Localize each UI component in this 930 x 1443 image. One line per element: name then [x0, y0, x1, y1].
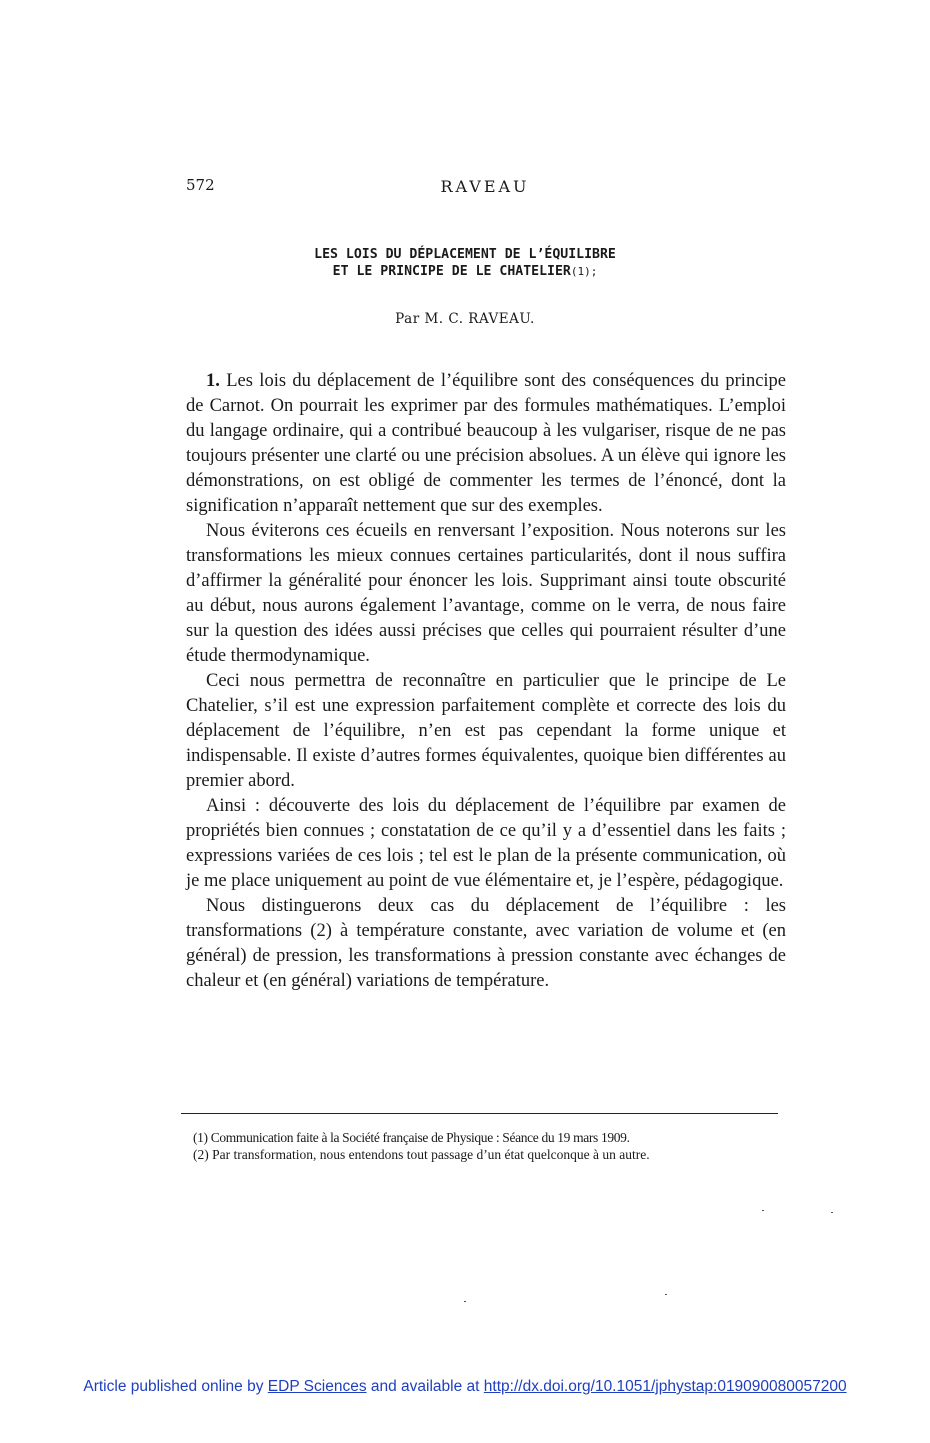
scan-speck — [464, 1301, 466, 1302]
footnote-2: (2) Par transformation, nous entendons tout passage d’un état quelconque à un autre. — [193, 1146, 650, 1162]
paragraph-5: Nous distinguerons deux cas du déplacement de l’équilibre : les transformations (2) à température constante, avec variation de volume et (en général) de pression, les transformations à pression constante avec échanges de chaleur et (en général) variations de température. — [186, 896, 786, 991]
section-number: 1. — [206, 371, 220, 391]
paragraph-3: Ceci nous permettra de reconnaître en particulier que le principe de Le Chatelier, s’il est une expression parfaitement complète et correcte des lois du déplacement de l’équilibre, n’en est pas cependant la forme unique et indispensable. Il existe d’autres formes équivalentes, quoique bien différentes au premier abord. — [186, 671, 786, 791]
title-line-1: LES LOIS DU DÉPLACEMENT DE L’ÉQUILIBRE — [314, 247, 616, 262]
body-text — [186, 369, 786, 994]
title-line-2-text: ET LE PRINCIPE DE LE CHATELIER — [332, 264, 571, 279]
paragraph-4: Ainsi : découverte des lois du déplacement de l’équilibre par examen de propriétés bien connues ; constatation de ce qu’il y a d’essentiel dans les faits ; expressions variées de ces lois ; tel est le plan de la présente communication, où je me place uniquement au point de vue élémentaire et, je l’espère, pédagogique. — [186, 796, 786, 891]
scan-speck — [831, 1212, 833, 1213]
page-number: 572 — [186, 176, 215, 194]
footnotes — [181, 1130, 781, 1163]
title-footnote-ref: (1); — [570, 265, 598, 278]
article-title — [0, 246, 930, 280]
footnote-divider — [181, 1113, 778, 1114]
title-line-2 — [0, 263, 930, 280]
doi-link[interactable]: http://dx.doi.org/10.1051/jphystap:019090080057200 — [483, 1378, 847, 1395]
paragraph-2: Nous éviterons ces écueils en renversant l’exposition. Nous noterons sur les transformations les mieux connues certaines particularités, dont il nous suffira d’affirmer la généralité pour énoncer les lois. Supprimant ainsi toute obscurité au début, nous aurons également l’avantage, comme on le verra, de nous faire sur la question des idées aussi précises que celles qui pourraient résulter d’une étude thermodynamique. — [186, 521, 786, 666]
paragraph-1-text: Les lois du déplacement de l’équilibre sont des conséquences du principe de Carnot. On pourrait les exprimer par des formules mathématiques. L’emploi du langage ordinaire, qui a contribué beaucoup à les vulgariser, risque de ne pas toujours présenter une clarté ou une précision absolues. A un élève qui ignore les démonstrations, on est obligé de commenter les termes de l’énoncé, dont la signification n’apparaît nettement que sur des exemples. — [186, 371, 787, 516]
paragraph-1 — [186, 369, 786, 519]
publication-prefix: Article published online by — [83, 1378, 264, 1395]
author-byline: Par M. C. RAVEAU. — [395, 311, 535, 327]
running-head: RAVEAU — [440, 177, 530, 196]
publication-middle: and available at — [370, 1378, 480, 1395]
publisher-link[interactable]: EDP Sciences — [267, 1378, 367, 1395]
footnote-1: (1) Communication faite à la Société française de Physique : Séance du 19 mars 1909. — [193, 1130, 630, 1145]
publication-notice — [0, 1378, 930, 1396]
scan-speck — [762, 1210, 764, 1211]
scan-speck — [665, 1294, 667, 1295]
